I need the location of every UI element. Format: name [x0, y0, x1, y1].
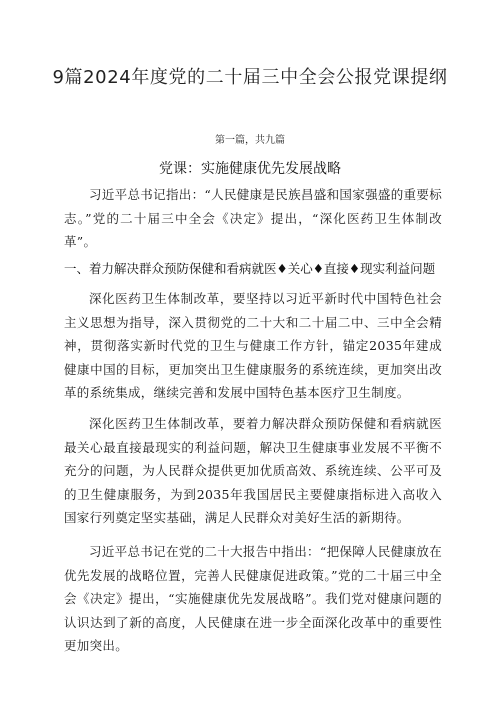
section-heading: 党课：实施健康优先发展战略: [159, 161, 341, 177]
paragraph-2: 深化医药卫生体制改革，要坚持以习近平新时代中国特色社会主义思想为指导，深入贯彻党的二十大和二十届二中、三中全会精神，贯彻落实新时代党的卫生与健康工作方针，锚定2035年建成健康中国的目标，更加突出卫生健康服务的系统连续，更加突出改革的系统集成，继续完善和发展中国特色基本医疗卫生制度。: [64, 291, 442, 400]
paragraph-4: 习近平总书记在党的二十大报告中指出：“把保障人民健康放在优先发展的战略位置，完善人民健康促进政策。”党的二十届三中全会《决定》提出，“实施健康优先发展战略”。我们党对健康问题的认识达到了新的高度，人民健康在进一步全面深化改革中的重要性更加突出。: [64, 544, 442, 653]
subheading-1: 一、着力解决群众预防保健和看病就医♦关心♦直接♦现实利益问题: [64, 261, 436, 276]
part-label: 第一篇，共九篇: [215, 135, 285, 146]
paragraph-3: 深化医药卫生体制改革，要着力解决群众预防保健和看病就医最关心最直接最现实的利益问题，解决卫生健康事业发展不平衡不充分的问题，为人民群众提供更加优质高效、系统连续、公平可及的卫生健康服务，为到2035年我国居民主要健康指标进入高收入国家行列奠定坚实基础，满足人民群众对美好生活的新期待。: [64, 416, 442, 525]
document-title: 9篇2024年度党的二十届三中全会公报党课提纲: [52, 67, 448, 88]
paragraph-1: 习近平总书记指出：“人民健康是民族昌盛和国家强盛的重要标志。”党的二十届三中全会《决定》提出，“深化医药卫生体制改革”。: [64, 187, 442, 249]
